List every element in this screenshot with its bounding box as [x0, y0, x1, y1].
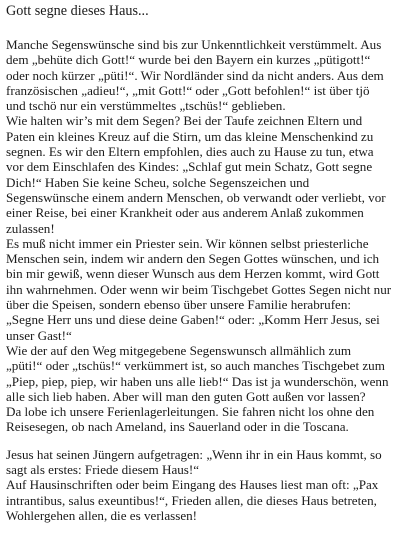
text-line: „Piep, piep, piep, wir haben uns alle lieb!“ Das ist ja wunderschön, wenn [6, 373, 389, 389]
text-line: Jesus hat seinen Jüngern aufgetragen: „Wenn ihr in ein Haus kommt, so [6, 446, 382, 462]
text-line: Wie halten wir’s mit dem Segen? Bei der Taufe zeichnen Eltern und [6, 113, 363, 129]
text-line: zulassen! [6, 220, 55, 236]
text-line: ihn wahrnehmen. Oder wenn wir beim Tischgebet Gottes Segen nicht nur [6, 281, 392, 297]
text-line: Menschen sein, indem wir andern den Segen Gottes wünschen, und ich [6, 251, 380, 267]
text-line: Paten ein kleines Kreuz auf die Stirn, um das kleine Menschenkind zu [6, 128, 374, 144]
text-line: intrantibus, salus exeuntibus!“, Frieden allen, die dieses Haus betreten, [6, 492, 377, 508]
text-line: „Segne Herr uns und diese deine Gaben!“ oder: „Komm Herr Jesus, sei [6, 312, 380, 328]
text-line: dem „behüte dich Gott!“ wurde bei den Bayern ein kurzes „pütigott!“ [6, 52, 371, 68]
text-line: unser Gast!“ [6, 327, 72, 343]
text-line: Segenswünsche einem andern Menschen, ob verwandt oder verliebt, vor [6, 189, 386, 205]
text-line: französischen „adieu!“, „mit Gott!“ oder „Gott befohlen!“ ist über tjö [6, 82, 370, 98]
text-line: „püti!“ oder „tschüs!“ verkümmert ist, so auch manches Tischgebet zum [6, 358, 385, 374]
text-line: Es muß nicht immer ein Priester sein. Wir können selbst priesterliche [6, 235, 369, 251]
text-line: alle sich lieb haben. Aber will man den guten Gott außen vor lassen? [6, 388, 366, 404]
text-line: Manche Segenswünsche sind bis zur Unkenntlichkeit verstümmelt. Aus [6, 37, 382, 52]
text-line: und tschö nur ein verstümmeltes „tschüs!“ geblieben. [6, 98, 286, 114]
paragraph-gap [6, 435, 404, 447]
text-line: Auf Hausinschriften oder beim Eingang des Hauses liest man oft: „Pax [6, 477, 379, 493]
text-line: vor dem Einschlafen des Kindes: „Schlaf gut mein Schatz, Gott segne [6, 159, 373, 175]
text-line: Da lobe ich unsere Ferienlagerleitungen. Sie fahren nicht los ohne den [6, 404, 375, 420]
text-line: sagt als erstes: Friede diesem Haus!“ [6, 462, 200, 478]
text-line: bin mir gewiß, wenn dieser Wunsch aus dem Herzen kommt, wird Gott [6, 266, 380, 282]
document-page [6, 2, 404, 523]
text-line: segnen. Es wir den Eltern empfohlen, dies auch zu Hause zu tun, etwa [6, 144, 374, 160]
text-line: Dich!“ Haben Sie keine Scheu, solche Segenszeichen und [6, 174, 310, 190]
text-line: Wie der auf den Weg mitgegebene Segenswunsch allmählich zum [6, 342, 352, 358]
text-line: oder noch kürzer „püti!“. Wir Nordländer sind da nicht anders. Aus dem [6, 67, 384, 83]
text-line: einer Reise, bei einer Krankheit oder aus anderem Anlaß zukommen [6, 205, 364, 221]
text-line: Wohlergehen allen, die es verlassen! [6, 507, 198, 523]
document-title: Gott segne dieses Haus... [6, 3, 149, 19]
paragraph-closing [6, 447, 404, 523]
paragraph-main [6, 37, 404, 435]
text-line: Reisesegen, ob nach Ameland, ins Sauerland oder in die Toscana. [6, 419, 349, 435]
text-line: über die Speisen, sondern ebenso über unsere Familie herabrufen: [6, 297, 352, 313]
